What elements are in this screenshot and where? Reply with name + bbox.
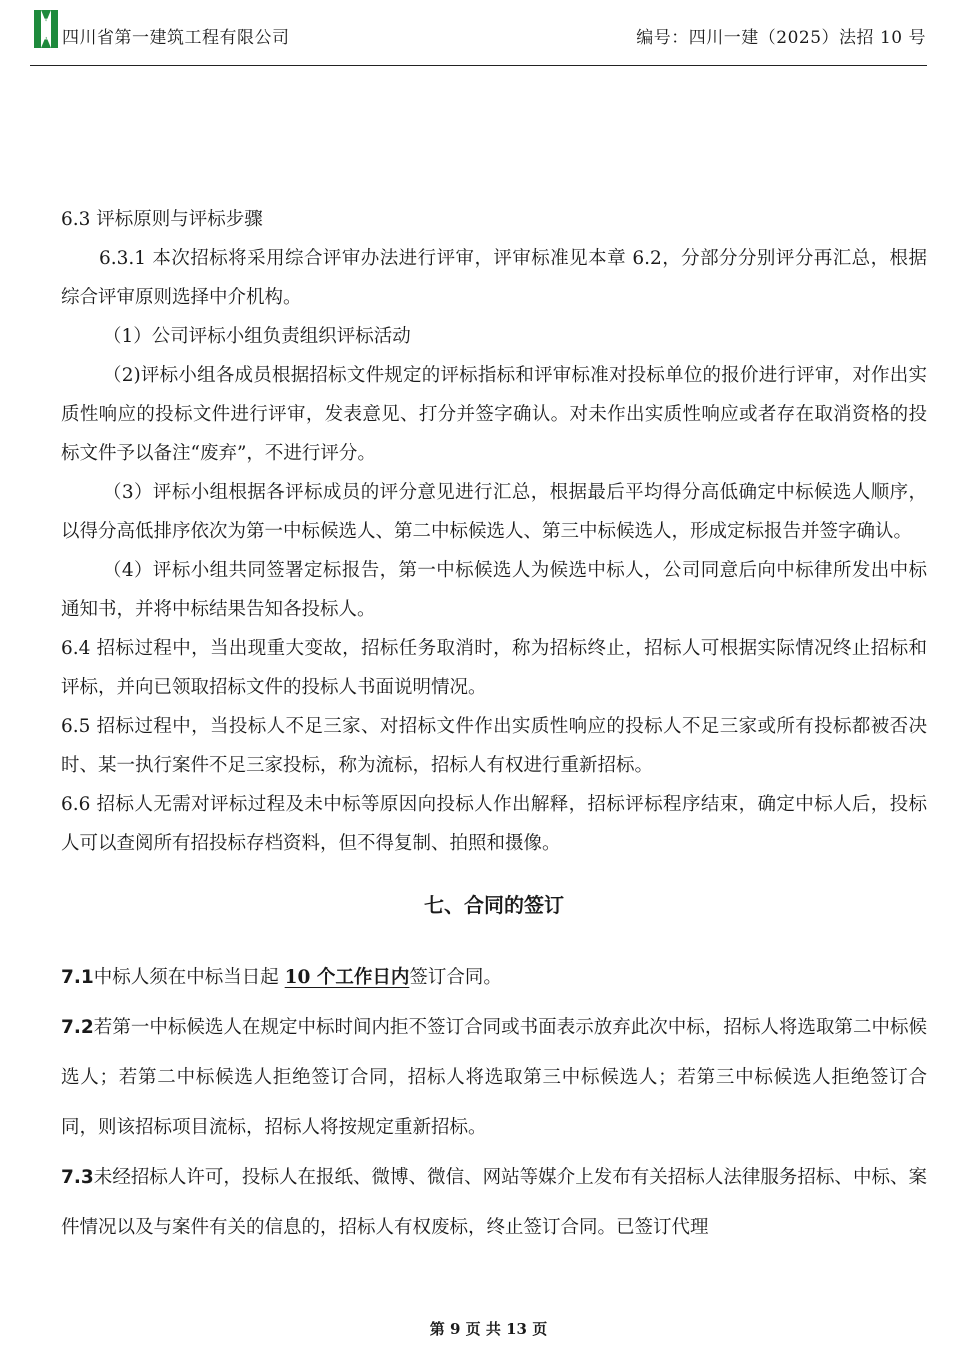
list-item-2: （2)评标小组各成员根据招标文件规定的评标指标和评审标准对投标单位的报价进行评审，对作出实质性响应的投标文件进行评审，发表意见、打分并签字确认。对未作出实质性响应或者存在取消资格的投标文件予以备注“废弃”，不进行评分。	[61, 365, 927, 464]
logo-graphic	[34, 10, 58, 48]
clause-7-3-text: 未经招标人许可，投标人在报纸、微博、微信、网站等媒介上发布有关招标人法律服务招标、中标、案件情况以及与案件有关的信息的，招标人有权废标，终止签订合同。已签订代理	[61, 1167, 927, 1238]
document-body	[61, 200, 927, 1253]
clause-7-1-deadline: 10 个工作日内	[284, 967, 410, 988]
page-footer: 第 9 页 共 13 页	[429, 1320, 548, 1338]
document-number: 编号：四川一建（2025）法招 10 号	[636, 28, 926, 48]
page-header	[30, 10, 926, 68]
paragraph-6-4: 6.4 招标过程中，当出现重大变故，招标任务取消时，称为招标终止，招标人可根据实际情况终止招标和评标，并向已领取招标文件的投标人书面说明情况。	[61, 638, 927, 698]
paragraph-6-5: 6.5 招标过程中，当投标人不足三家、对招标文件作出实质性响应的投标人不足三家或所有投标都被否决时、某一执行案件不足三家投标，称为流标，招标人有权进行重新招标。	[61, 716, 927, 776]
paragraph-7-3	[61, 1153, 927, 1253]
company-logo	[34, 10, 58, 48]
header-divider	[30, 65, 927, 66]
paragraph-6-6: 6.6 招标人无需对评标过程及未中标等原因向投标人作出解释，招标评标程序结束，确定中标人后，投标人可以查阅所有招投标存档资料，但不得复制、拍照和摄像。	[61, 794, 927, 854]
section-7-heading: 七、合同的签订	[424, 893, 564, 917]
list-item-3: （3）评标小组根据各评标成员的评分意见进行汇总，根据最后平均得分高低确定中标候选人顺序，以得分高低排序依次为第一中标候选人、第二中标候选人、第三中标候选人，形成定标报告并签字确认。	[61, 482, 927, 542]
clause-7-1-text-pre: 中标人须在中标当日起	[93, 967, 285, 988]
clause-7-1-text-post: 签订合同。	[409, 967, 502, 988]
paragraph-6-3-1: 6.3.1 本次招标将采用综合评审办法进行评审，评审标准见本章 6.2，分部分分别评分再汇总，根据综合评审原则选择中介机构。	[61, 248, 927, 308]
section-6-3-heading: 6.3 评标原则与评标步骤	[61, 209, 263, 230]
clause-number-7-3: 7.3	[61, 1167, 94, 1188]
paragraph-7-2	[61, 1003, 927, 1153]
company-name: 四川省第一建筑工程有限公司	[62, 28, 290, 48]
logo-text: HUASHI	[43, 18, 50, 40]
clause-7-2-text: 若第一中标候选人在规定中标时间内拒不签订合同或书面表示放弃此次中标，招标人将选取第二中标候选人；若第二中标候选人拒绝签订合同，招标人将选取第三中标候选人；若第三中标候选人拒绝签订合同，则该招标项目流标，招标人将按规定重新招标。	[61, 1017, 927, 1138]
clause-number-7-2: 7.2	[61, 1017, 94, 1038]
list-item-1: （1）公司评标小组负责组织评标活动	[103, 326, 411, 347]
list-item-4: （4）评标小组共同签署定标报告，第一中标候选人为候选中标人，公司同意后向中标律所发出中标通知书，并将中标结果告知各投标人。	[61, 560, 927, 620]
paragraph-7-1	[61, 953, 927, 1003]
clause-number-7-1: 7.1	[61, 967, 94, 988]
